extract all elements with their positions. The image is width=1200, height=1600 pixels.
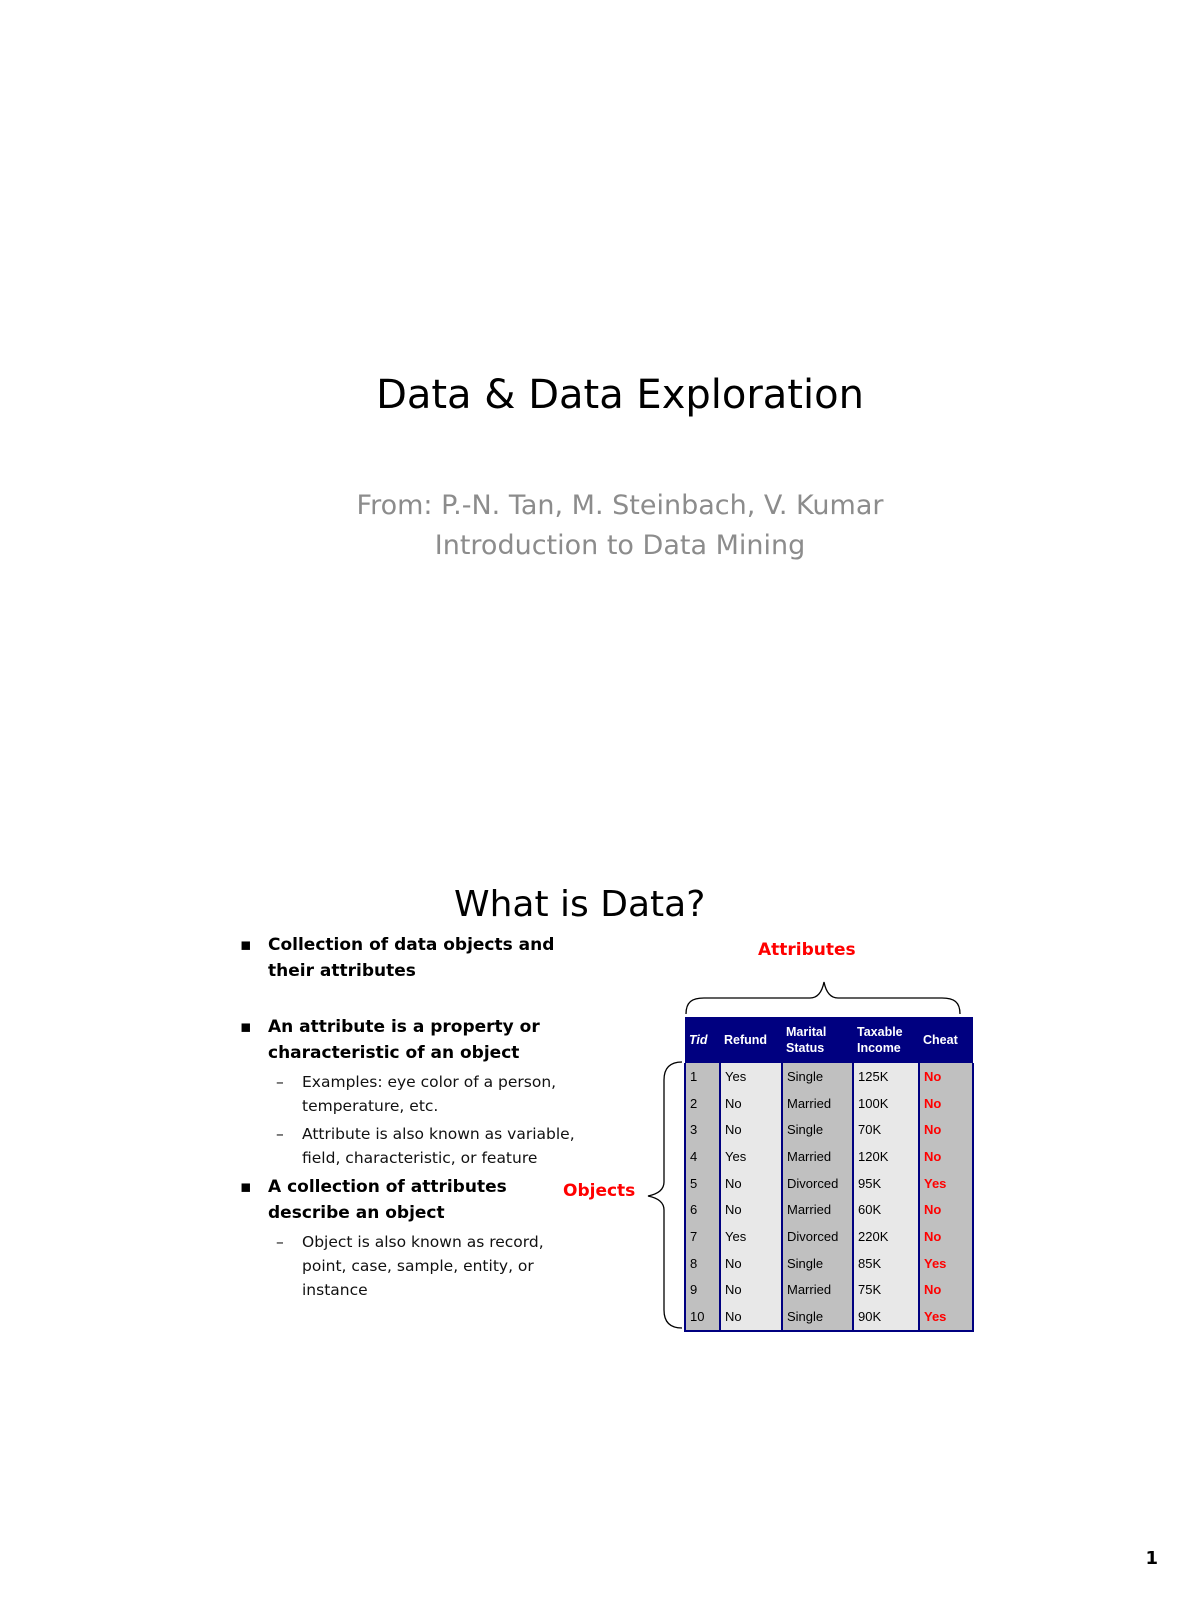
cell-marital-status: Married [782, 1090, 853, 1117]
cell-taxable-income: 70K [853, 1116, 919, 1143]
objects-brace-icon [644, 1060, 684, 1330]
table-row [685, 1223, 973, 1250]
cell-refund: No [720, 1277, 782, 1304]
cell-cheat: Yes [919, 1250, 973, 1277]
table-row [685, 1090, 973, 1117]
cell-refund: No [720, 1170, 782, 1197]
dash-icon: – [276, 1073, 284, 1091]
cell-refund: No [720, 1303, 782, 1331]
table-header-row [685, 1017, 973, 1063]
bullet-icon: ▪ [240, 1017, 252, 1037]
cell-marital-status: Divorced [782, 1170, 853, 1197]
cell-tid: 2 [685, 1090, 720, 1117]
cell-taxable-income: 120K [853, 1143, 919, 1170]
header-taxable-income: Taxable Income [853, 1017, 919, 1063]
table-row [685, 1250, 973, 1277]
cell-cheat: Yes [919, 1303, 973, 1331]
sub-bullet-text: Attribute is also known as variable, field, characteristic, or feature [302, 1125, 575, 1167]
cell-tid: 10 [685, 1303, 720, 1331]
cell-taxable-income: 220K [853, 1223, 919, 1250]
page-number: 1 [1145, 1548, 1158, 1569]
table-row [685, 1116, 973, 1143]
data-table [684, 1017, 974, 1332]
cell-tid: 5 [685, 1170, 720, 1197]
cell-marital-status: Single [782, 1250, 853, 1277]
dash-icon: – [276, 1125, 284, 1143]
slide1-subtitle-authors: From: P.-N. Tan, M. Steinbach, V. Kumar [356, 490, 884, 521]
cell-tid: 9 [685, 1277, 720, 1304]
table-row [685, 1196, 973, 1223]
cell-cheat: No [919, 1116, 973, 1143]
cell-marital-status: Single [782, 1063, 853, 1090]
cell-cheat: Yes [919, 1170, 973, 1197]
cell-refund: No [720, 1196, 782, 1223]
cell-taxable-income: 125K [853, 1063, 919, 1090]
table-row [685, 1303, 973, 1331]
slide2-title: What is Data? [454, 884, 706, 925]
cell-taxable-income: 85K [853, 1250, 919, 1277]
cell-refund: Yes [720, 1063, 782, 1090]
attributes-brace-icon [684, 978, 964, 1018]
sub-bullet-item [232, 1122, 582, 1170]
bullet-icon: ▪ [240, 1177, 252, 1197]
cell-tid: 8 [685, 1250, 720, 1277]
cell-tid: 4 [685, 1143, 720, 1170]
header-refund: Refund [720, 1017, 782, 1063]
cell-cheat: No [919, 1223, 973, 1250]
cell-marital-status: Divorced [782, 1223, 853, 1250]
cell-cheat: No [919, 1090, 973, 1117]
cell-cheat: No [919, 1063, 973, 1090]
cell-marital-status: Married [782, 1277, 853, 1304]
sub-bullet-item [232, 1070, 582, 1118]
cell-cheat: No [919, 1277, 973, 1304]
cell-tid: 1 [685, 1063, 720, 1090]
slide1-subtitle-book: Introduction to Data Mining [434, 530, 806, 561]
bullet-text: Collection of data objects and their attributes [268, 935, 555, 981]
table-row [685, 1277, 973, 1304]
cell-cheat: No [919, 1196, 973, 1223]
cell-refund: No [720, 1090, 782, 1117]
slide1-title: Data & Data Exploration [376, 372, 864, 418]
header-tid: Tid [685, 1017, 720, 1063]
bullet-item [232, 1174, 582, 1226]
bullet-list [232, 932, 582, 1302]
cell-refund: Yes [720, 1143, 782, 1170]
sub-bullet-text: Object is also known as record, point, case, sample, entity, or instance [302, 1233, 544, 1299]
sub-bullet-item [232, 1230, 582, 1302]
cell-taxable-income: 100K [853, 1090, 919, 1117]
cell-refund: No [720, 1116, 782, 1143]
cell-taxable-income: 90K [853, 1303, 919, 1331]
cell-marital-status: Married [782, 1196, 853, 1223]
cell-taxable-income: 60K [853, 1196, 919, 1223]
dash-icon: – [276, 1233, 284, 1251]
cell-marital-status: Married [782, 1143, 853, 1170]
cell-marital-status: Single [782, 1303, 853, 1331]
cell-tid: 3 [685, 1116, 720, 1143]
bullet-icon: ▪ [240, 935, 252, 955]
header-cheat: Cheat [919, 1017, 973, 1063]
cell-taxable-income: 75K [853, 1277, 919, 1304]
table-row [685, 1063, 973, 1090]
cell-refund: Yes [720, 1223, 782, 1250]
attributes-label: Attributes [758, 940, 856, 960]
header-marital-status: Marital Status [782, 1017, 853, 1063]
table-row [685, 1143, 973, 1170]
cell-tid: 6 [685, 1196, 720, 1223]
bullet-text: An attribute is a property or characteristic of an object [268, 1017, 540, 1063]
cell-refund: No [720, 1250, 782, 1277]
cell-cheat: No [919, 1143, 973, 1170]
objects-label: Objects [563, 1181, 636, 1201]
cell-marital-status: Single [782, 1116, 853, 1143]
table-row [685, 1170, 973, 1197]
bullet-item [232, 932, 582, 984]
sub-bullet-text: Examples: eye color of a person, temperature, etc. [302, 1073, 557, 1115]
bullet-text: A collection of attributes describe an object [268, 1177, 507, 1223]
cell-tid: 7 [685, 1223, 720, 1250]
cell-taxable-income: 95K [853, 1170, 919, 1197]
bullet-item [232, 1014, 582, 1066]
